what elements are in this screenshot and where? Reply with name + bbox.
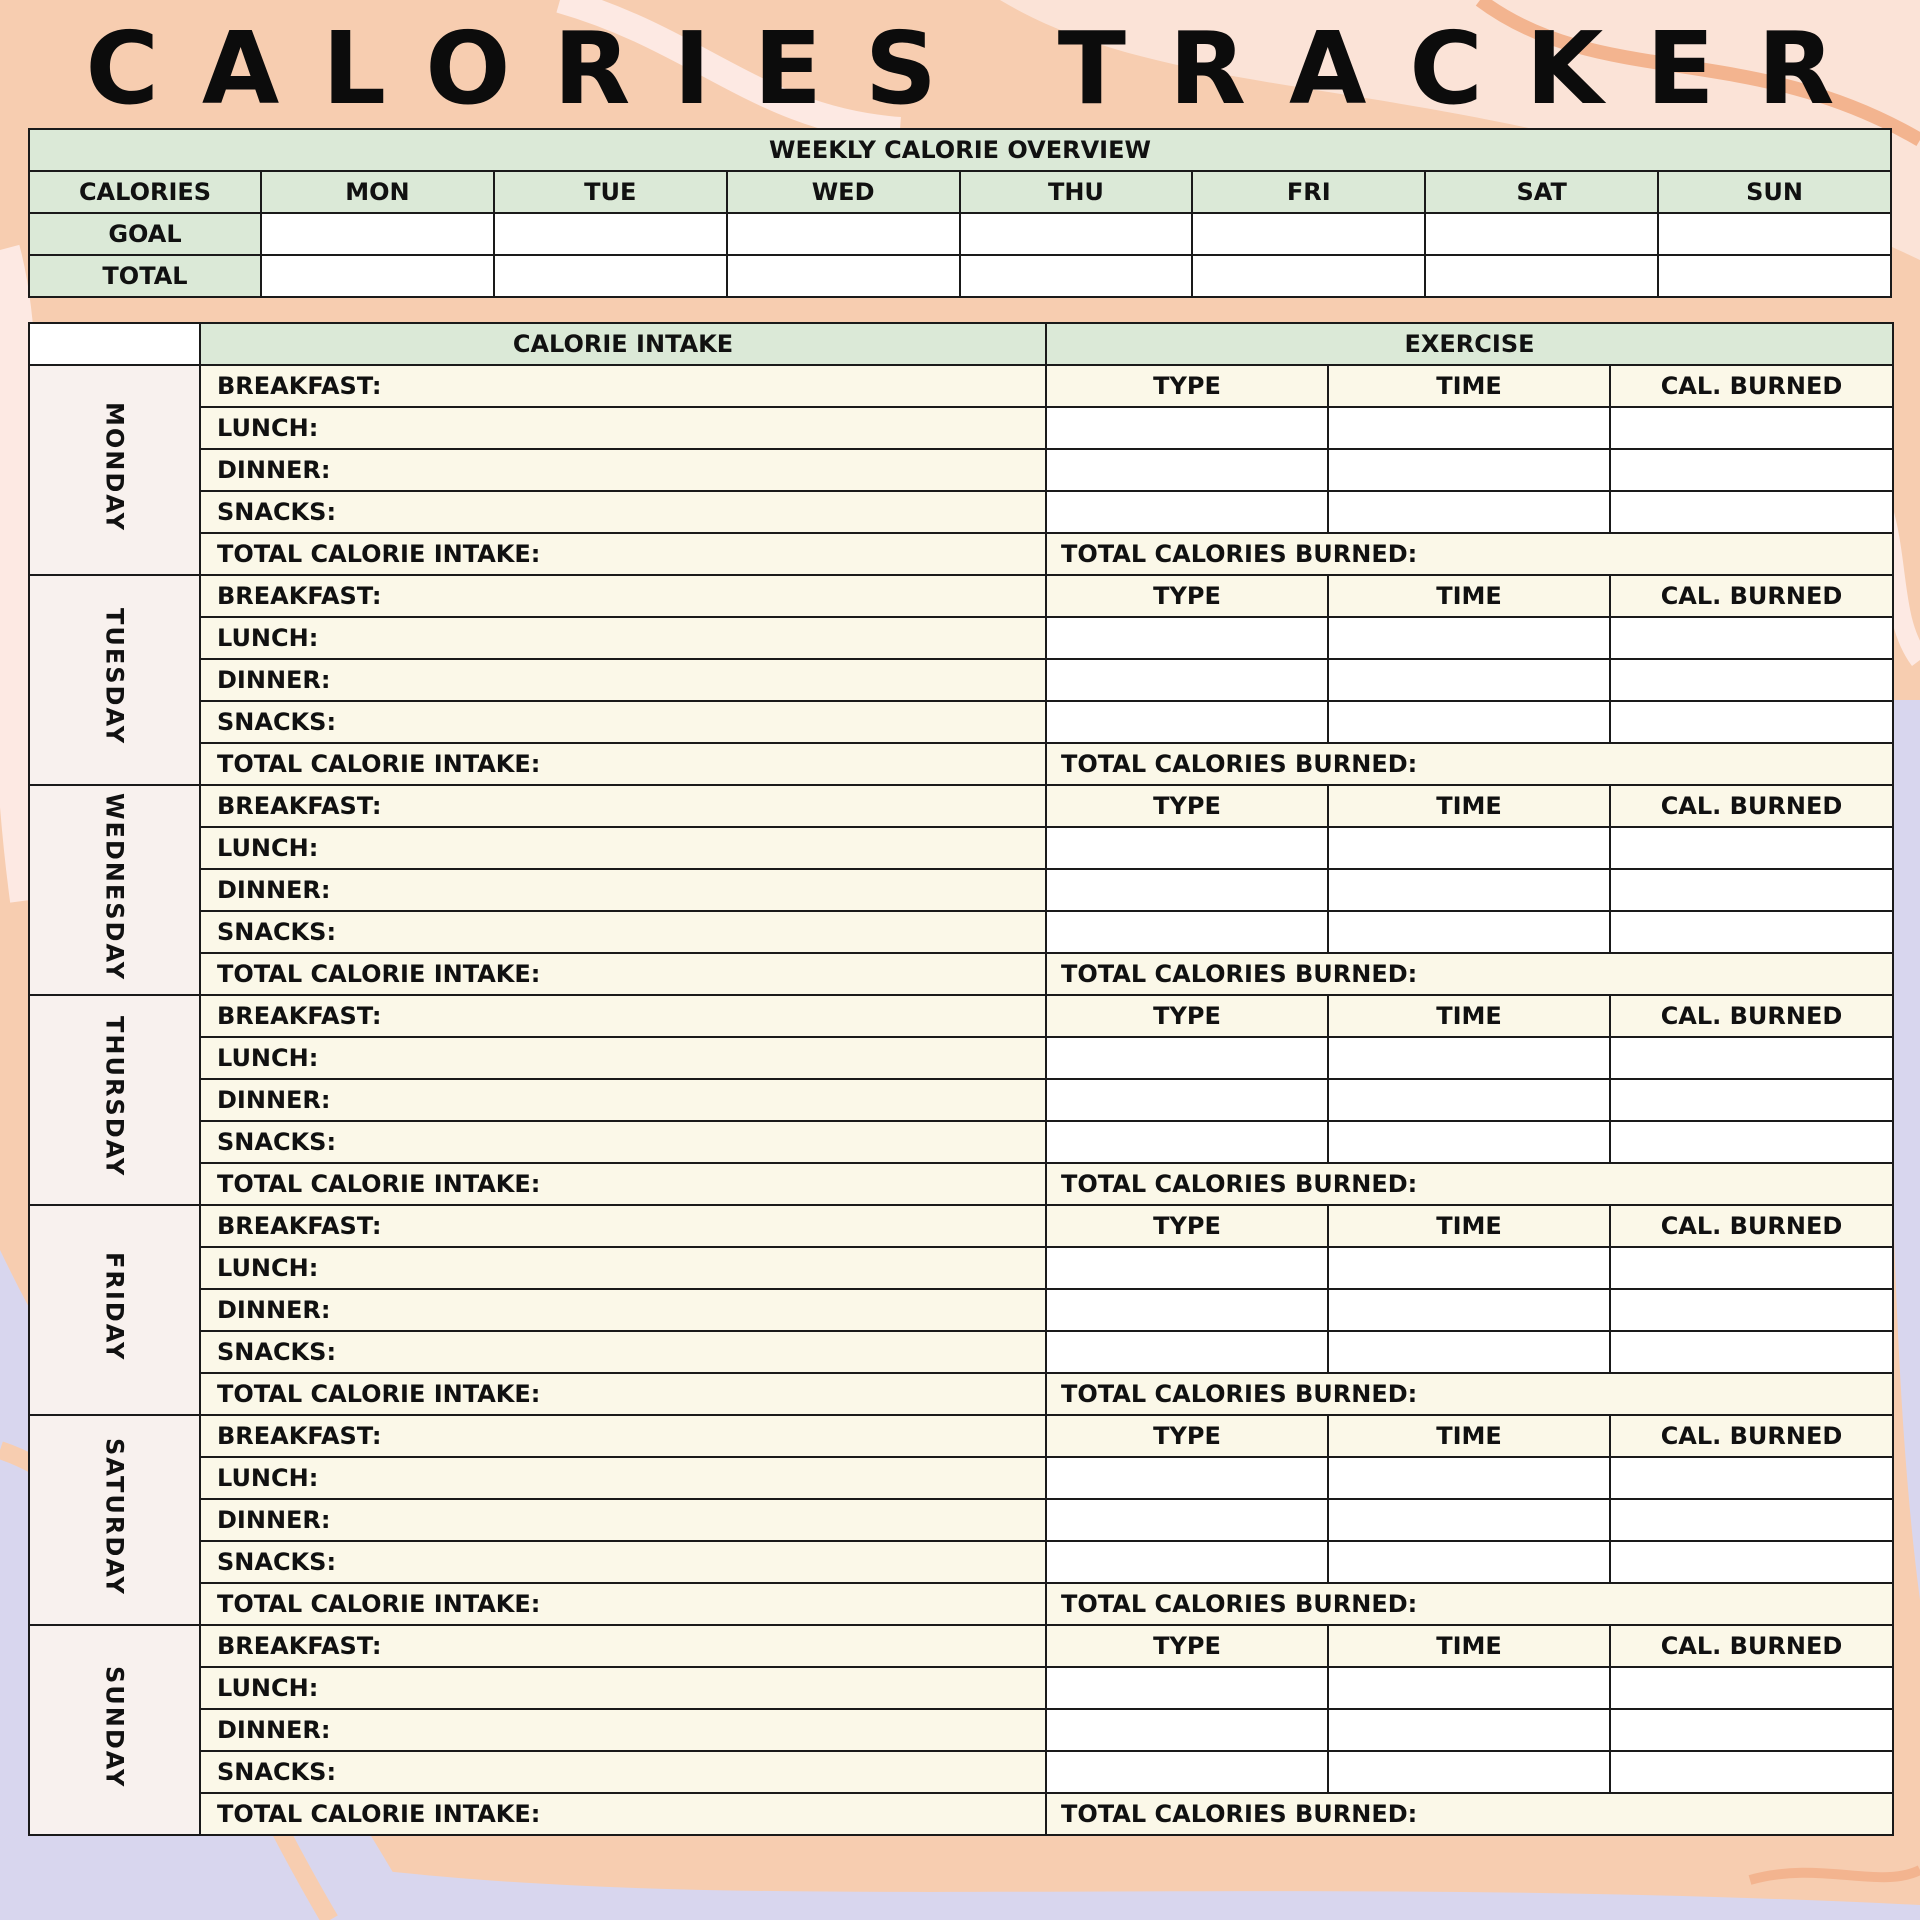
total-calories-burned-field[interactable]: TOTAL CALORIES BURNED:: [1046, 1163, 1893, 1205]
exercise-cal-burned-cell[interactable]: [1610, 869, 1893, 911]
overview-day-header: TUE: [494, 171, 727, 213]
exercise-column-header: CAL. BURNED: [1610, 1205, 1893, 1247]
exercise-type-cell[interactable]: [1046, 1457, 1328, 1499]
log-thursday-row: [29, 1121, 1893, 1163]
exercise-time-cell[interactable]: [1328, 1289, 1610, 1331]
exercise-type-cell[interactable]: [1046, 1499, 1328, 1541]
exercise-column-header: CAL. BURNED: [1610, 785, 1893, 827]
meal-lunch-field[interactable]: LUNCH:: [200, 617, 1046, 659]
meal-breakfast-field[interactable]: BREAKFAST:: [200, 1625, 1046, 1667]
log-monday-row: [29, 407, 1893, 449]
exercise-time-cell[interactable]: [1328, 1079, 1610, 1121]
overview-total-tue-cell[interactable]: [494, 255, 727, 297]
day-label-friday: FRIDAY: [100, 1252, 129, 1362]
overview-total-mon-cell[interactable]: [261, 255, 494, 297]
day-cell-thursday: [29, 995, 200, 1205]
exercise-type-cell[interactable]: [1046, 869, 1328, 911]
meal-snacks-field[interactable]: SNACKS:: [200, 491, 1046, 533]
overview-goal-wed-cell[interactable]: [727, 213, 960, 255]
exercise-cal-burned-cell[interactable]: [1610, 827, 1893, 869]
meal-dinner-field[interactable]: DINNER:: [200, 1709, 1046, 1751]
overview-total-fri-cell[interactable]: [1192, 255, 1425, 297]
log-tuesday-row: [29, 701, 1893, 743]
exercise-cal-burned-cell[interactable]: [1610, 1499, 1893, 1541]
day-label-sunday: SUNDAY: [100, 1665, 129, 1789]
day-label-tuesday: TUESDAY: [100, 608, 129, 746]
meal-breakfast-field[interactable]: BREAKFAST:: [200, 365, 1046, 407]
exercise-type-cell[interactable]: [1046, 1121, 1328, 1163]
meal-lunch-field[interactable]: LUNCH:: [200, 1667, 1046, 1709]
overview-day-header: THU: [960, 171, 1193, 213]
log-thursday-row: [29, 995, 1893, 1037]
meal-breakfast-field[interactable]: BREAKFAST:: [200, 1415, 1046, 1457]
exercise-time-cell[interactable]: [1328, 1247, 1610, 1289]
exercise-column-header: TYPE: [1046, 1415, 1328, 1457]
exercise-time-cell[interactable]: [1328, 1037, 1610, 1079]
overview-goal-sun-cell[interactable]: [1658, 213, 1891, 255]
exercise-column-header: CAL. BURNED: [1610, 365, 1893, 407]
log-thursday-row: [29, 1037, 1893, 1079]
exercise-time-cell[interactable]: [1328, 1499, 1610, 1541]
exercise-type-cell[interactable]: [1046, 1751, 1328, 1793]
log-saturday-row: [29, 1457, 1893, 1499]
overview-day-header: MON: [261, 171, 494, 213]
meal-lunch-field[interactable]: LUNCH:: [200, 827, 1046, 869]
log-sunday-row: [29, 1625, 1893, 1667]
exercise-type-cell[interactable]: [1046, 1709, 1328, 1751]
overview-day-header: SAT: [1425, 171, 1658, 213]
exercise-time-cell[interactable]: [1328, 701, 1610, 743]
meal-dinner-field[interactable]: DINNER:: [200, 1289, 1046, 1331]
exercise-type-cell[interactable]: [1046, 827, 1328, 869]
overview-heading: WEEKLY CALORIE OVERVIEW: [29, 129, 1891, 171]
exercise-time-cell[interactable]: [1328, 1667, 1610, 1709]
weekly-overview-table: [28, 128, 1892, 298]
meal-lunch-field[interactable]: LUNCH:: [200, 1037, 1046, 1079]
exercise-type-cell[interactable]: [1046, 1079, 1328, 1121]
overview-goal-tue-cell[interactable]: [494, 213, 727, 255]
calorie-intake-header: CALORIE INTAKE: [200, 323, 1046, 365]
exercise-type-cell[interactable]: [1046, 911, 1328, 953]
overview-goal-sat-cell[interactable]: [1425, 213, 1658, 255]
exercise-time-cell[interactable]: [1328, 1709, 1610, 1751]
meal-dinner-field[interactable]: DINNER:: [200, 869, 1046, 911]
overview-total-thu-cell[interactable]: [960, 255, 1193, 297]
overview-day-header: WED: [727, 171, 960, 213]
meal-snacks-field[interactable]: SNACKS:: [200, 1331, 1046, 1373]
exercise-type-cell[interactable]: [1046, 1289, 1328, 1331]
total-calories-burned-field[interactable]: TOTAL CALORIES BURNED:: [1046, 1373, 1893, 1415]
exercise-cal-burned-cell[interactable]: [1610, 1457, 1893, 1499]
log-sunday-row: [29, 1709, 1893, 1751]
overview-goal-row: [29, 213, 1891, 255]
exercise-column-header: CAL. BURNED: [1610, 995, 1893, 1037]
log-wednesday-row: [29, 953, 1893, 995]
log-header-row: [29, 323, 1893, 365]
daily-log-table: [28, 322, 1894, 1836]
log-saturday-row: [29, 1583, 1893, 1625]
overview-heading-row: [29, 129, 1891, 171]
exercise-type-cell[interactable]: [1046, 491, 1328, 533]
exercise-time-cell[interactable]: [1328, 449, 1610, 491]
exercise-column-header: TYPE: [1046, 1625, 1328, 1667]
exercise-time-cell[interactable]: [1328, 491, 1610, 533]
total-calories-burned-field[interactable]: TOTAL CALORIES BURNED:: [1046, 1583, 1893, 1625]
exercise-cal-burned-cell[interactable]: [1610, 1289, 1893, 1331]
day-label-saturday: SATURDAY: [100, 1438, 129, 1596]
log-monday-row: [29, 533, 1893, 575]
exercise-time-cell[interactable]: [1328, 617, 1610, 659]
exercise-type-cell[interactable]: [1046, 617, 1328, 659]
day-label-monday: MONDAY: [100, 402, 129, 532]
page-title: CALORIES TRACKER: [85, 10, 1878, 127]
overview-goal-fri-cell[interactable]: [1192, 213, 1425, 255]
log-corner-cell: [29, 323, 200, 365]
day-cell-monday: [29, 365, 200, 575]
overview-day-header: SUN: [1658, 171, 1891, 213]
exercise-time-cell[interactable]: [1328, 911, 1610, 953]
total-calorie-intake-field[interactable]: TOTAL CALORIE INTAKE:: [200, 743, 1046, 785]
exercise-time-cell[interactable]: [1328, 1121, 1610, 1163]
exercise-time-cell[interactable]: [1328, 1457, 1610, 1499]
overview-day-header: FRI: [1192, 171, 1425, 213]
exercise-type-cell[interactable]: [1046, 659, 1328, 701]
exercise-time-cell[interactable]: [1328, 827, 1610, 869]
meal-dinner-field[interactable]: DINNER:: [200, 1079, 1046, 1121]
exercise-cal-burned-cell[interactable]: [1610, 1709, 1893, 1751]
log-friday-row: [29, 1331, 1893, 1373]
meal-breakfast-field[interactable]: BREAKFAST:: [200, 785, 1046, 827]
day-cell-tuesday: [29, 575, 200, 785]
total-calories-burned-field[interactable]: TOTAL CALORIES BURNED:: [1046, 533, 1893, 575]
log-friday-row: [29, 1373, 1893, 1415]
exercise-column-header: CAL. BURNED: [1610, 575, 1893, 617]
exercise-type-cell[interactable]: [1046, 1037, 1328, 1079]
exercise-column-header: TYPE: [1046, 785, 1328, 827]
log-tuesday-row: [29, 617, 1893, 659]
exercise-column-header: TYPE: [1046, 365, 1328, 407]
total-calorie-intake-field[interactable]: TOTAL CALORIE INTAKE:: [200, 1373, 1046, 1415]
day-cell-saturday: [29, 1415, 200, 1625]
total-calorie-intake-field[interactable]: TOTAL CALORIE INTAKE:: [200, 953, 1046, 995]
log-thursday-row: [29, 1163, 1893, 1205]
exercise-cal-burned-cell[interactable]: [1610, 491, 1893, 533]
exercise-cal-burned-cell[interactable]: [1610, 1331, 1893, 1373]
meal-snacks-field[interactable]: SNACKS:: [200, 911, 1046, 953]
exercise-column-header: TYPE: [1046, 995, 1328, 1037]
meal-snacks-field[interactable]: SNACKS:: [200, 701, 1046, 743]
log-monday-row: [29, 365, 1893, 407]
exercise-column-header: CAL. BURNED: [1610, 1415, 1893, 1457]
exercise-time-cell[interactable]: [1328, 1751, 1610, 1793]
exercise-column-header: CAL. BURNED: [1610, 1625, 1893, 1667]
overview-corner-label: CALORIES: [29, 171, 261, 213]
exercise-type-cell[interactable]: [1046, 1247, 1328, 1289]
exercise-column-header: TIME: [1328, 1415, 1610, 1457]
exercise-column-header: TIME: [1328, 785, 1610, 827]
total-calories-burned-field[interactable]: TOTAL CALORIES BURNED:: [1046, 743, 1893, 785]
exercise-time-cell[interactable]: [1328, 1331, 1610, 1373]
exercise-cal-burned-cell[interactable]: [1610, 1667, 1893, 1709]
overview-total-sat-cell[interactable]: [1425, 255, 1658, 297]
exercise-type-cell[interactable]: [1046, 449, 1328, 491]
meal-dinner-field[interactable]: DINNER:: [200, 659, 1046, 701]
log-wednesday-row: [29, 827, 1893, 869]
exercise-type-cell[interactable]: [1046, 701, 1328, 743]
exercise-cal-burned-cell[interactable]: [1610, 911, 1893, 953]
total-calories-burned-field[interactable]: TOTAL CALORIES BURNED:: [1046, 1793, 1893, 1835]
log-monday-row: [29, 491, 1893, 533]
log-wednesday-row: [29, 785, 1893, 827]
log-tuesday-row: [29, 659, 1893, 701]
meal-lunch-field[interactable]: LUNCH:: [200, 1457, 1046, 1499]
exercise-column-header: TIME: [1328, 365, 1610, 407]
log-tuesday-row: [29, 743, 1893, 785]
exercise-column-header: TIME: [1328, 1625, 1610, 1667]
log-sunday-row: [29, 1667, 1893, 1709]
exercise-type-cell[interactable]: [1046, 1331, 1328, 1373]
day-label-thursday: THURSDAY: [100, 1016, 129, 1178]
day-cell-sunday: [29, 1625, 200, 1835]
total-calorie-intake-field[interactable]: TOTAL CALORIE INTAKE:: [200, 1583, 1046, 1625]
log-sunday-row: [29, 1793, 1893, 1835]
exercise-cal-burned-cell[interactable]: [1610, 1121, 1893, 1163]
exercise-cal-burned-cell[interactable]: [1610, 1247, 1893, 1289]
exercise-column-header: TIME: [1328, 995, 1610, 1037]
day-cell-friday: [29, 1205, 200, 1415]
exercise-header: EXERCISE: [1046, 323, 1893, 365]
log-monday-row: [29, 449, 1893, 491]
log-wednesday-row: [29, 869, 1893, 911]
meal-lunch-field[interactable]: LUNCH:: [200, 407, 1046, 449]
overview-total-row: [29, 255, 1891, 297]
log-friday-row: [29, 1289, 1893, 1331]
exercise-cal-burned-cell[interactable]: [1610, 1037, 1893, 1079]
exercise-cal-burned-cell[interactable]: [1610, 1751, 1893, 1793]
log-thursday-row: [29, 1079, 1893, 1121]
exercise-cal-burned-cell[interactable]: [1610, 407, 1893, 449]
exercise-cal-burned-cell[interactable]: [1610, 1541, 1893, 1583]
meal-snacks-field[interactable]: SNACKS:: [200, 1121, 1046, 1163]
exercise-time-cell[interactable]: [1328, 659, 1610, 701]
log-sunday-row: [29, 1751, 1893, 1793]
total-calorie-intake-field[interactable]: TOTAL CALORIE INTAKE:: [200, 1163, 1046, 1205]
exercise-column-header: TYPE: [1046, 1205, 1328, 1247]
day-cell-wednesday: [29, 785, 200, 995]
total-calorie-intake-field[interactable]: TOTAL CALORIE INTAKE:: [200, 533, 1046, 575]
overview-days-row: [29, 171, 1891, 213]
exercise-column-header: TIME: [1328, 1205, 1610, 1247]
exercise-type-cell[interactable]: [1046, 1667, 1328, 1709]
overview-total-sun-cell[interactable]: [1658, 255, 1891, 297]
total-calories-burned-field[interactable]: TOTAL CALORIES BURNED:: [1046, 953, 1893, 995]
meal-dinner-field[interactable]: DINNER:: [200, 1499, 1046, 1541]
total-calorie-intake-field[interactable]: TOTAL CALORIE INTAKE:: [200, 1793, 1046, 1835]
exercise-type-cell[interactable]: [1046, 1541, 1328, 1583]
exercise-time-cell[interactable]: [1328, 869, 1610, 911]
log-wednesday-row: [29, 911, 1893, 953]
log-saturday-row: [29, 1415, 1893, 1457]
exercise-type-cell[interactable]: [1046, 407, 1328, 449]
overview-row-label: TOTAL: [29, 255, 261, 297]
meal-dinner-field[interactable]: DINNER:: [200, 449, 1046, 491]
overview-total-wed-cell[interactable]: [727, 255, 960, 297]
meal-breakfast-field[interactable]: BREAKFAST:: [200, 1205, 1046, 1247]
exercise-time-cell[interactable]: [1328, 407, 1610, 449]
log-saturday-row: [29, 1541, 1893, 1583]
meal-snacks-field[interactable]: SNACKS:: [200, 1541, 1046, 1583]
overview-goal-thu-cell[interactable]: [960, 213, 1193, 255]
exercise-column-header: TIME: [1328, 575, 1610, 617]
exercise-cal-burned-cell[interactable]: [1610, 1079, 1893, 1121]
log-saturday-row: [29, 1499, 1893, 1541]
meal-breakfast-field[interactable]: BREAKFAST:: [200, 575, 1046, 617]
log-tuesday-row: [29, 575, 1893, 617]
day-label-wednesday: WEDNESDAY: [100, 792, 129, 982]
exercise-cal-burned-cell[interactable]: [1610, 449, 1893, 491]
exercise-cal-burned-cell[interactable]: [1610, 659, 1893, 701]
meal-breakfast-field[interactable]: BREAKFAST:: [200, 995, 1046, 1037]
exercise-time-cell[interactable]: [1328, 1541, 1610, 1583]
exercise-cal-burned-cell[interactable]: [1610, 617, 1893, 659]
meal-snacks-field[interactable]: SNACKS:: [200, 1751, 1046, 1793]
overview-row-label: GOAL: [29, 213, 261, 255]
meal-lunch-field[interactable]: LUNCH:: [200, 1247, 1046, 1289]
overview-goal-mon-cell[interactable]: [261, 213, 494, 255]
exercise-cal-burned-cell[interactable]: [1610, 701, 1893, 743]
exercise-column-header: TYPE: [1046, 575, 1328, 617]
log-friday-row: [29, 1205, 1893, 1247]
log-friday-row: [29, 1247, 1893, 1289]
